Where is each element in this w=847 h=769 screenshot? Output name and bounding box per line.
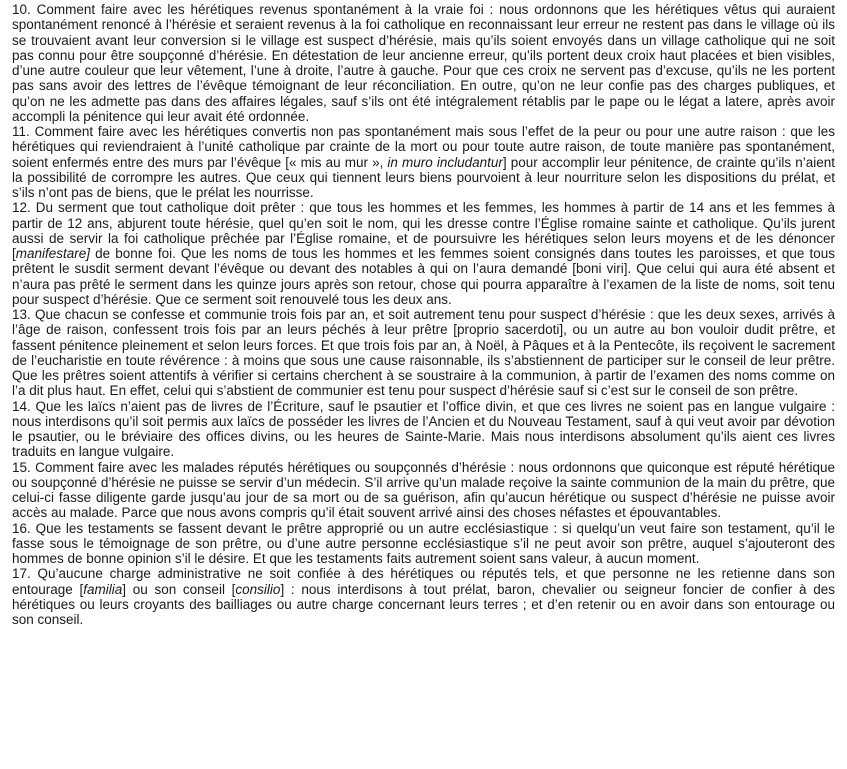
article-16-paragraph — [12, 521, 835, 567]
latin-term: consilio — [235, 581, 281, 597]
article-text: ] : nous interdisons à tout prélat, baron, chevalier ou seigneur foncier de confier à des hérétiques ou leurs croyants des bailliages ou autre charge concernant leurs terres ; et d’en retenir ou en avoir dans son entourage ou son conseil. — [12, 581, 836, 627]
article-13-paragraph — [12, 307, 835, 399]
article-12-paragraph — [12, 200, 835, 307]
article-14-paragraph — [12, 399, 835, 460]
article-text: 13. Que chacun se confesse et communie trois fois par an, et soit autrement tenu pour suspect d’hérésie : que les deux sexes, arrivés à l’âge de raison, confessent trois fois par an leurs péchés à leur prêtre [proprio sacerdoti], ou un autre au bon vouloir dudit prêtre, et fassent pénitence pleinement et selon leurs forces. Et que trois fois par an, à Noël, à Pâques et à la Pentecôte, ils reçoivent le sacrement de l’eucharistie en toute révérence : à moins que sous une cause raisonnable, ils s’abstiennent de participer sur le conseil de leur prêtre. Que les prêtres soient attentifs à vérifier si certains cherchent à se soustraire à la communion, à partir de l’examen des noms comme on l’a dit plus haut. En effet, celui qui s’abstient de communier est tenu pour suspect d’hérésie sauf si c’est sur le conseil de son prêtre. — [12, 307, 835, 399]
article-text: 15. Comment faire avec les malades réputés hérétiques ou soupçonnés d’hérésie : nous ordonnons que quiconque est réputé hérétique ou soupçonné d’hérésie ne puisse se servir d’un médecin. S’il arrive qu’un malade reçoive la sainte communion de la main du prêtre, que celui-ci fasse diligente garde jusqu’au jour de sa mort ou de sa guérison, afin qu’aucun hérétique ou suspect d’hérésie ne puisse avoir accès au malade. Parce que nous avons compris qu’il était souvent arrivé ainsi des choses néfastes et épouvantables. — [12, 459, 835, 521]
article-text: 11. Comment faire avec les hérétiques convertis non pas spontanément mais sous l’effet de la peur ou pour une autre raison : que les hérétiques qui reviendraient à l’unité catholique par crainte de la mort ou pour toute autre raison, de toute manière pas spontanément, soient enfermés entre des murs par l’évêque [« mis au mur », — [12, 124, 835, 170]
latin-term: manifestare] — [15, 246, 91, 261]
latin-term: familia — [83, 581, 123, 597]
article-text: 17. Qu’aucune charge administrative ne soit confiée à des hérétiques ou réputés tels, et que personne ne les retienne dans son entourage [ — [12, 566, 835, 597]
latin-term: in muro includantur — [387, 154, 503, 170]
article-10-paragraph — [12, 2, 835, 124]
article-text: 16. Que les testaments se fassent devant le prêtre approprié ou un autre ecclésiastique : si quelqu’un veut faire son testament, qu’il le fasse sous le témoignage de son prêtre, ou d’une autre personne ecclésiastique s’il ne peut avoir son prêtre, auquel s’ajouteront des hommes de bonne opinion s’il le désire. Et que les testaments faits autrement soient sans valeur, à aucun moment. — [12, 520, 835, 566]
article-text: ] ou son conseil [ — [122, 581, 236, 597]
article-text: 12. Du serment que tout catholique doit prêter : que tous les hommes et les femmes, les hommes à partir de 14 ans et les femmes à partir de 12 ans, abjurent toute hérésie, quel qu’en soit le nom, qui les dresse contre l’Église romaine sainte et catholique. Qu’ils jurent aussi de servir la foi catholique prêchée par l’Église romaine, et de poursuivre les hérétiques selon leurs moyens et de les dénoncer [ — [12, 200, 835, 261]
article-11-paragraph — [12, 124, 835, 200]
article-17-paragraph — [12, 566, 835, 627]
article-text: ] pour accomplir leur pénitence, de crainte qu’ils n’aient la possibilité de corrompre les autres. Que ceux qui tiennent leurs biens pourvoient à leur nourriture selon les dispositions du prélat, et s’ils n’ont pas de biens, que le prélat les nourrisse. — [12, 154, 836, 200]
article-15-paragraph — [12, 460, 835, 521]
article-text: de bonne foi. Que les noms de tous les hommes et les femmes soient consignés dans toutes les paroisses, et que tous prêtent le susdit serment devant l’évêque ou devant des notables à qui on l’aura demandé [boni viri]. Que celui qui aura été absent et n’aura pas prêté le serment dans les quinze jours après son retour, chose qui pourra apparaître à l’examen de la liste de noms, soit tenu pour suspect d’hérésie. Que ce serment soit renouvelé tous les deux ans. — [12, 246, 835, 307]
article-text: 10. Comment faire avec les hérétiques revenus spontanément à la vraie foi : nous ordonnons que les hérétiques vêtus qui auraient spontanément renoncé à l’hérésie et seraient revenus à la foi catholique en reconnaissant leur erreur ne restent pas dans le village où ils se trouvaient avant leur conversion si le village est suspect d’hérésie, mais qu’ils soient envoyés dans un village catholique qui ne soit pas connu pour être soupçonné d’hérésie. En détestation de leur ancienne erreur, qu’ils portent deux croix haut placées et bien visibles, d’une autre couleur que leur vêtement, l’une à droite, l’autre à gauche. Pour que ces croix ne servent pas d’excuse, qu’ils ne les portent pas sans avoir des lettres de l’évêque témoignant de leur réconciliation. En outre, qu’on ne leur confie pas des charges publiques, et qu’on ne les admette pas dans des affaires légales, sauf s’ils ont été intégralement rétablis par le pape ou le légat a latere, après avoir accompli la pénitence qui leur avait été ordonnée. — [12, 2, 835, 124]
article-text: 14. Que les laïcs n’aient pas de livres de l’Écriture, sauf le psautier et l’office divin, et que ces livres ne soient pas en langue vulgaire : nous interdisons qu’il soit permis aux laïcs de posséder les livres de l’Ancien et du Nouveau Testament, sauf à qui veut avoir par dévotion le psautier, ou le bréviaire des offices divins, ou les heures de Sainte-Marie. Mais nous interdisons absolument qu’ils aient ces livres traduits en langue vulgaire. — [12, 398, 835, 460]
